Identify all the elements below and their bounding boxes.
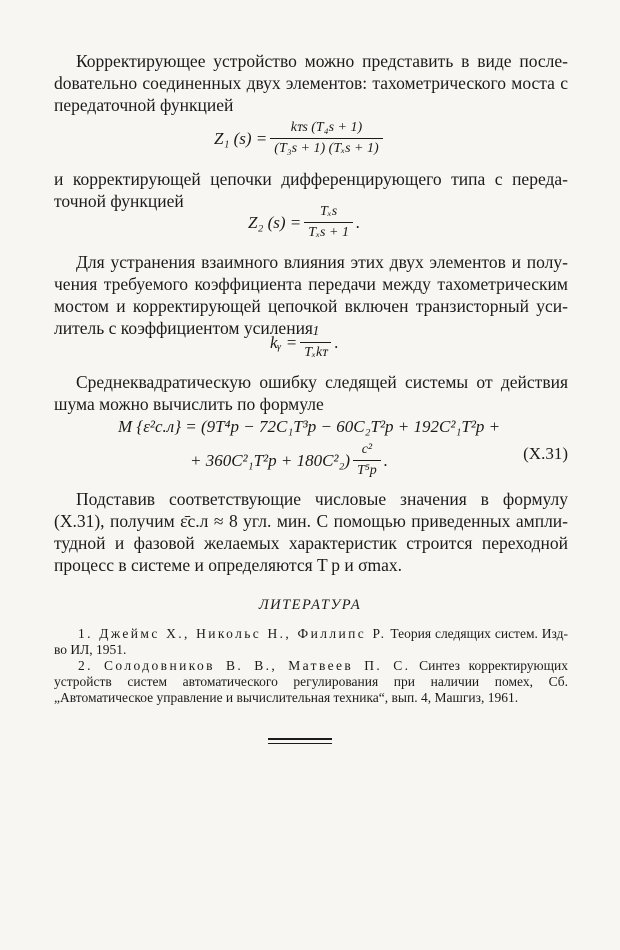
paragraph-chain-intro: и корректирующей цепочки дифференцирующего типа с передаточной функцией (54, 169, 568, 211)
equation-ky (270, 324, 339, 361)
literature-heading: ЛИТЕРАТУРА (258, 597, 362, 613)
equation-ky-lhs: kᵧ = (270, 332, 298, 352)
equation-z2-denominator: Tₓs + 1 (304, 222, 353, 241)
paragraph-bridge-intro: Корректирующее устройство можно представить в виде послеdовательно соединенных двух элементов: тахометрического моста с передаточной функцией (54, 51, 568, 115)
equation-m-line2-text: + 360C²₁T²p + 180C²₂) (190, 450, 351, 470)
equation-number: (X.31) (523, 444, 568, 463)
equation-z2-period: . (355, 212, 361, 232)
reference-2-authors: 2. Солодовников В. В., Матвеев П. С. (78, 658, 411, 673)
reference-1 (54, 626, 568, 658)
end-rule-top (268, 738, 332, 740)
end-rule-bottom (268, 743, 332, 744)
equation-m-line2 (190, 442, 388, 479)
equation-z2-numerator: Tₓs (320, 204, 338, 219)
equation-z2-lhs: Z₂ (s) = (248, 212, 302, 232)
equation-m-denominator: T⁵p (353, 460, 381, 479)
equation-m-period: . (383, 450, 389, 470)
equation-z1-denominator: (T₃s + 1) (Tₓs + 1) (270, 138, 382, 157)
equation-z1 (214, 120, 386, 157)
equation-m-numerator: c² (361, 442, 373, 457)
reference-1-text: Теория следящих систем. Изд-во ИЛ, 1951. (54, 626, 568, 657)
reference-2 (54, 658, 568, 706)
equation-z1-numerator: kᴛs (T₄s + 1) (290, 120, 363, 135)
paragraph-amplifier: Для устранения взаимного влияния этих двух элементов и получения требуемого коэффициента передачи между тахометрическим мостом и корректирующей цепочкой включен транзисторный усилитель с коэффициентом усиления (54, 252, 568, 338)
reference-1-authors: 1. Джеймс Х., Никольс Н., Филлипс Р. (78, 626, 387, 641)
reference-2-text: Синтез корректирующих устройств систем автоматического регулирования при наличии помех, Сб. „Автоматическое управление и вычислительная техника“, вып. 4, Машгиз, 1961. (54, 658, 568, 705)
equation-z1-lhs: Z₁ (s) = (214, 128, 268, 148)
paragraph-result: Подставив соответствующие числовые значения в формулу (X.31), получим ε̄с.л ≈ 8 угл. мин. С помощью приведенных амплитудной и фазовой желаемых характеристик строится переходной процесс в системе и определяются T p и σmax. (54, 489, 568, 575)
equation-ky-denominator: Tₓkᴛ (300, 342, 331, 361)
equation-m-line1: M {ε²с.л} = (9T⁴p − 72C₁T³p − 60C₂T²p + 192C²₁T²p + (118, 417, 501, 436)
equation-ky-period: . (334, 332, 339, 352)
equation-z2 (248, 204, 360, 241)
equation-ky-numerator: 1 (312, 324, 320, 339)
paragraph-noise-error: Среднеквадратическую ошибку следящей системы от действия шума можно вычислить по формуле (54, 372, 568, 414)
